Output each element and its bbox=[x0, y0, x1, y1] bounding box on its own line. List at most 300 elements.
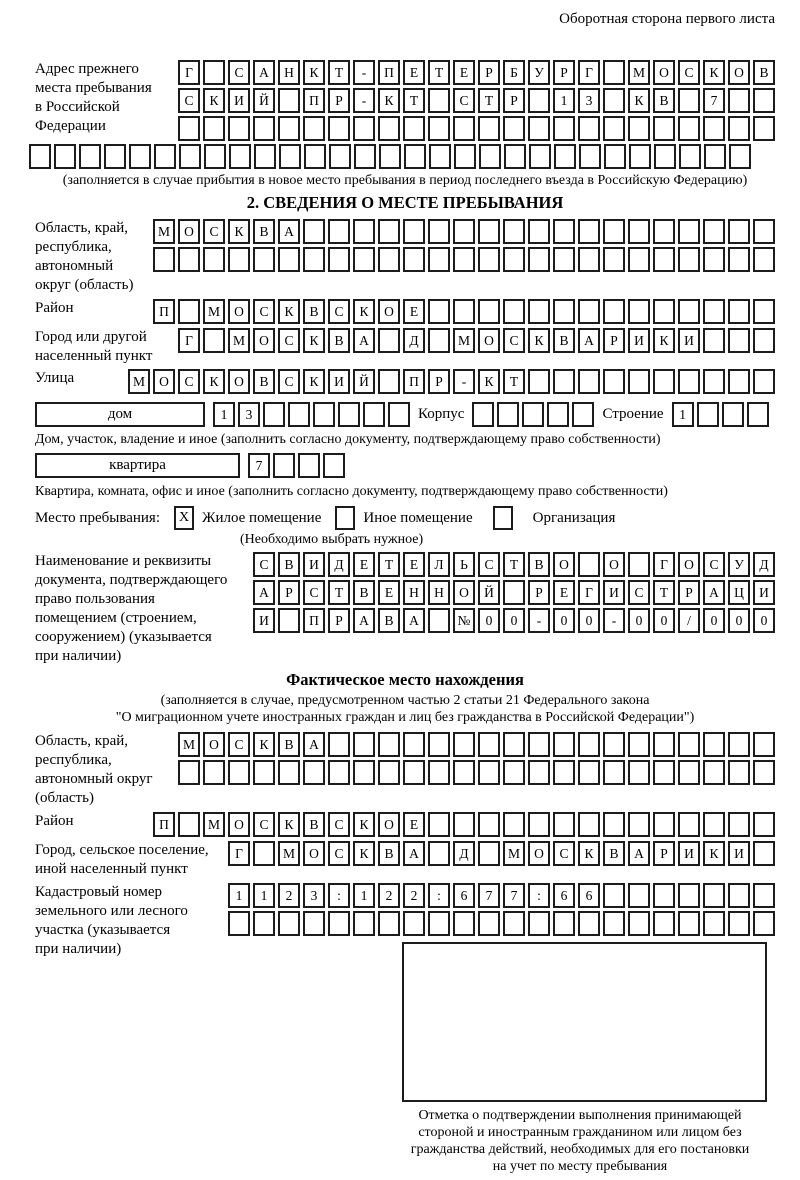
char-box: С bbox=[178, 88, 200, 113]
fact-district-row bbox=[153, 812, 775, 837]
char-box: В bbox=[378, 841, 400, 866]
char-box bbox=[703, 732, 725, 757]
char-box: К bbox=[228, 219, 250, 244]
char-box: Т bbox=[378, 552, 400, 577]
char-box bbox=[528, 219, 550, 244]
label-line: автономный bbox=[35, 258, 114, 274]
char-box: 6 bbox=[453, 883, 475, 908]
char-box bbox=[529, 144, 551, 169]
char-box bbox=[353, 760, 375, 785]
char-box: А bbox=[278, 219, 300, 244]
char-box bbox=[753, 247, 775, 272]
char-box: О bbox=[553, 552, 575, 577]
checkbox-residential-label: Жилое помещение bbox=[202, 509, 322, 526]
char-box: С bbox=[278, 369, 300, 394]
char-box: - bbox=[353, 60, 375, 85]
checkbox-residential: X bbox=[174, 506, 194, 530]
label-line: населенный пункт bbox=[35, 348, 153, 364]
char-box bbox=[678, 812, 700, 837]
cadastral-cells bbox=[228, 883, 775, 936]
char-box bbox=[129, 144, 151, 169]
label-line: участка (указывается bbox=[35, 922, 171, 938]
char-box bbox=[278, 247, 300, 272]
char-box: П bbox=[403, 369, 425, 394]
char-box bbox=[178, 760, 200, 785]
char-box bbox=[528, 116, 550, 141]
char-box bbox=[178, 299, 200, 324]
char-box: О bbox=[303, 841, 325, 866]
char-box: 0 bbox=[553, 608, 575, 633]
char-box: Д bbox=[753, 552, 775, 577]
char-box bbox=[428, 88, 450, 113]
char-box: О bbox=[478, 328, 500, 353]
char-box: М bbox=[128, 369, 150, 394]
char-box: С bbox=[678, 60, 700, 85]
char-box bbox=[478, 760, 500, 785]
char-box: К bbox=[578, 841, 600, 866]
stay-type-note: (Необходимо выбрать нужное) bbox=[240, 532, 424, 547]
caption-line: стороной и иностранным гражданином или лицом без bbox=[418, 1125, 742, 1140]
checkbox-other-premises bbox=[335, 506, 355, 530]
char-box: И bbox=[753, 580, 775, 605]
char-box: П bbox=[153, 299, 175, 324]
char-box bbox=[578, 911, 600, 936]
char-box: К bbox=[703, 60, 725, 85]
field-fact-city bbox=[35, 841, 775, 879]
char-box: С bbox=[503, 328, 525, 353]
char-box: О bbox=[228, 812, 250, 837]
street-row bbox=[128, 369, 775, 394]
char-box: Т bbox=[403, 88, 425, 113]
char-box bbox=[503, 247, 525, 272]
char-box bbox=[603, 760, 625, 785]
fact-region-cells bbox=[178, 732, 775, 785]
char-box: / bbox=[678, 608, 700, 633]
char-box bbox=[703, 911, 725, 936]
char-box: 1 bbox=[353, 883, 375, 908]
field-apartment bbox=[35, 453, 775, 478]
char-box bbox=[278, 608, 300, 633]
char-box: Ц bbox=[728, 580, 750, 605]
char-box bbox=[553, 812, 575, 837]
prev-address-row-3 bbox=[178, 116, 775, 141]
char-box: М bbox=[203, 299, 225, 324]
char-box: А bbox=[403, 841, 425, 866]
char-box bbox=[678, 116, 700, 141]
caption-line: на учет по месту пребывания bbox=[492, 1159, 668, 1174]
char-box bbox=[753, 328, 775, 353]
char-box: Т bbox=[328, 60, 350, 85]
char-box bbox=[603, 911, 625, 936]
char-box bbox=[228, 760, 250, 785]
char-box: 1 bbox=[228, 883, 250, 908]
char-box: 1 bbox=[553, 88, 575, 113]
char-box bbox=[678, 88, 700, 113]
char-box bbox=[722, 402, 744, 427]
char-box: Р bbox=[603, 328, 625, 353]
char-box: Т bbox=[478, 88, 500, 113]
char-box: Н bbox=[428, 580, 450, 605]
char-box bbox=[753, 841, 775, 866]
field-fact-region bbox=[35, 732, 775, 808]
char-box bbox=[428, 732, 450, 757]
char-box bbox=[428, 116, 450, 141]
char-box bbox=[404, 144, 426, 169]
char-box bbox=[728, 116, 750, 141]
char-box: О bbox=[178, 219, 200, 244]
char-box bbox=[578, 219, 600, 244]
char-box bbox=[603, 883, 625, 908]
document-row-3 bbox=[253, 608, 775, 633]
field-prev-address bbox=[35, 60, 775, 141]
document-label bbox=[35, 552, 227, 666]
char-box: С bbox=[303, 580, 325, 605]
char-box: М bbox=[228, 328, 250, 353]
checkbox-organization-label: Организация bbox=[532, 509, 616, 526]
fact-city-row bbox=[228, 841, 775, 866]
char-box: И bbox=[228, 88, 250, 113]
char-box: В bbox=[603, 841, 625, 866]
char-box bbox=[478, 911, 500, 936]
prev-address-note: (заполняется в случае прибытия в новое место пребывания в период последнего въезда в Российскую Федерацию) bbox=[62, 173, 748, 188]
char-box bbox=[628, 552, 650, 577]
field-region bbox=[35, 219, 775, 295]
stroenie-cells bbox=[672, 402, 769, 427]
char-box bbox=[453, 116, 475, 141]
char-box bbox=[728, 299, 750, 324]
char-box bbox=[338, 402, 360, 427]
prev-address-row-1 bbox=[178, 60, 775, 85]
char-box bbox=[428, 760, 450, 785]
cadastral-row-1 bbox=[228, 883, 775, 908]
char-box bbox=[753, 299, 775, 324]
char-box bbox=[353, 911, 375, 936]
char-box: В bbox=[303, 812, 325, 837]
char-box: И bbox=[628, 328, 650, 353]
char-box bbox=[728, 247, 750, 272]
char-box bbox=[228, 247, 250, 272]
char-box: А bbox=[703, 580, 725, 605]
char-box bbox=[263, 402, 285, 427]
stay-type-label: Место пребывания: bbox=[35, 509, 160, 526]
char-box bbox=[354, 144, 376, 169]
char-box: В bbox=[303, 299, 325, 324]
char-box bbox=[253, 911, 275, 936]
checkbox-other-premises-label: Иное помещение bbox=[363, 509, 473, 526]
char-box bbox=[678, 219, 700, 244]
page-side-note: Оборотная сторона первого листа bbox=[559, 11, 775, 27]
char-box: : bbox=[528, 883, 550, 908]
char-box: К bbox=[628, 88, 650, 113]
char-box bbox=[353, 732, 375, 757]
char-box bbox=[553, 219, 575, 244]
char-box: К bbox=[303, 60, 325, 85]
char-box bbox=[278, 88, 300, 113]
char-box bbox=[654, 144, 676, 169]
char-box bbox=[578, 760, 600, 785]
char-box: А bbox=[303, 732, 325, 757]
char-box bbox=[728, 883, 750, 908]
char-box bbox=[747, 402, 769, 427]
char-box bbox=[79, 144, 101, 169]
apartment-box: квартира bbox=[35, 453, 240, 478]
fact-city-label bbox=[35, 841, 209, 879]
char-box: К bbox=[203, 369, 225, 394]
char-box: Р bbox=[328, 88, 350, 113]
char-box bbox=[273, 453, 295, 478]
char-box bbox=[204, 144, 226, 169]
document-cells bbox=[253, 552, 775, 633]
char-box: Е bbox=[353, 552, 375, 577]
char-box: В bbox=[278, 552, 300, 577]
fact-location-title: Фактическое место нахождения bbox=[286, 670, 524, 689]
field-document bbox=[35, 552, 775, 666]
char-box: 0 bbox=[728, 608, 750, 633]
char-box bbox=[528, 299, 550, 324]
char-box bbox=[453, 911, 475, 936]
char-box: В bbox=[278, 732, 300, 757]
char-box: О bbox=[378, 299, 400, 324]
char-box bbox=[379, 144, 401, 169]
char-box: П bbox=[153, 812, 175, 837]
char-box bbox=[154, 144, 176, 169]
char-box bbox=[653, 911, 675, 936]
char-box: Е bbox=[403, 299, 425, 324]
label-line: при наличии) bbox=[35, 941, 122, 957]
char-box: И bbox=[303, 552, 325, 577]
char-box bbox=[703, 116, 725, 141]
char-box: С bbox=[253, 812, 275, 837]
char-box bbox=[253, 247, 275, 272]
char-box bbox=[288, 402, 310, 427]
char-box: Р bbox=[428, 369, 450, 394]
char-box: С bbox=[253, 552, 275, 577]
char-box: К bbox=[353, 812, 375, 837]
fact-region-row-1 bbox=[178, 732, 775, 757]
char-box bbox=[303, 760, 325, 785]
label-line: при наличии) bbox=[35, 648, 122, 664]
char-box: В bbox=[328, 328, 350, 353]
char-box: У bbox=[728, 552, 750, 577]
region-row-1 bbox=[153, 219, 775, 244]
char-box bbox=[298, 453, 320, 478]
char-box bbox=[697, 402, 719, 427]
char-box bbox=[628, 369, 650, 394]
char-box bbox=[753, 732, 775, 757]
district-row bbox=[153, 299, 775, 324]
char-box: К bbox=[253, 732, 275, 757]
char-box bbox=[229, 144, 251, 169]
char-box: Н bbox=[278, 60, 300, 85]
char-box: О bbox=[228, 369, 250, 394]
prev-address-label bbox=[35, 60, 152, 136]
char-box bbox=[328, 116, 350, 141]
char-box: О bbox=[653, 60, 675, 85]
char-box bbox=[253, 760, 275, 785]
char-box bbox=[254, 144, 276, 169]
char-box: 1 bbox=[213, 402, 235, 427]
char-box bbox=[628, 247, 650, 272]
char-box bbox=[603, 369, 625, 394]
char-box: Г bbox=[578, 60, 600, 85]
char-box bbox=[653, 760, 675, 785]
char-box bbox=[478, 299, 500, 324]
field-cadastral bbox=[35, 883, 775, 957]
char-box: Г bbox=[178, 60, 200, 85]
char-box bbox=[203, 116, 225, 141]
char-box bbox=[753, 883, 775, 908]
char-box bbox=[578, 247, 600, 272]
char-box: А bbox=[403, 608, 425, 633]
char-box bbox=[378, 328, 400, 353]
char-box: А bbox=[253, 60, 275, 85]
char-box bbox=[203, 247, 225, 272]
char-box: М bbox=[203, 812, 225, 837]
char-box bbox=[453, 219, 475, 244]
char-box bbox=[728, 88, 750, 113]
label-line: республика, bbox=[35, 752, 112, 768]
char-box: Д bbox=[328, 552, 350, 577]
city-row bbox=[178, 328, 775, 353]
char-box: О bbox=[453, 580, 475, 605]
char-box: С bbox=[253, 299, 275, 324]
char-box bbox=[429, 144, 451, 169]
char-box: Д bbox=[453, 841, 475, 866]
char-box: - bbox=[603, 608, 625, 633]
char-box bbox=[228, 911, 250, 936]
char-box bbox=[653, 247, 675, 272]
char-box bbox=[578, 299, 600, 324]
char-box bbox=[703, 760, 725, 785]
char-box bbox=[528, 88, 550, 113]
char-box bbox=[578, 369, 600, 394]
char-box: М bbox=[278, 841, 300, 866]
char-box bbox=[678, 883, 700, 908]
char-box: О bbox=[528, 841, 550, 866]
char-box: Р bbox=[478, 60, 500, 85]
stamp-caption bbox=[385, 1107, 775, 1175]
char-box bbox=[453, 299, 475, 324]
char-box: Р bbox=[278, 580, 300, 605]
char-box bbox=[428, 608, 450, 633]
char-box: Е bbox=[378, 580, 400, 605]
char-box: Г bbox=[228, 841, 250, 866]
char-box bbox=[363, 402, 385, 427]
char-box bbox=[728, 328, 750, 353]
char-box bbox=[453, 760, 475, 785]
char-box bbox=[653, 299, 675, 324]
char-box: 3 bbox=[303, 883, 325, 908]
char-box: Б bbox=[503, 60, 525, 85]
char-box: А bbox=[353, 608, 375, 633]
char-box: К bbox=[478, 369, 500, 394]
char-box bbox=[578, 552, 600, 577]
char-box: В bbox=[528, 552, 550, 577]
char-box: 2 bbox=[378, 883, 400, 908]
street-label: Улица bbox=[35, 370, 75, 386]
char-box bbox=[472, 402, 494, 427]
char-box: 7 bbox=[248, 453, 270, 478]
fact-region-row-2 bbox=[178, 760, 775, 785]
char-box bbox=[378, 760, 400, 785]
cadastral-row-2 bbox=[228, 911, 775, 936]
char-box bbox=[703, 219, 725, 244]
char-box bbox=[303, 116, 325, 141]
label-line: республика, bbox=[35, 239, 112, 255]
char-box: Е bbox=[453, 60, 475, 85]
char-box bbox=[678, 299, 700, 324]
char-box: О bbox=[203, 732, 225, 757]
char-box bbox=[554, 144, 576, 169]
char-box bbox=[478, 841, 500, 866]
char-box bbox=[478, 219, 500, 244]
char-box bbox=[503, 760, 525, 785]
char-box bbox=[304, 144, 326, 169]
char-box: Е bbox=[403, 552, 425, 577]
char-box bbox=[728, 911, 750, 936]
char-box: Ь bbox=[453, 552, 475, 577]
char-box bbox=[388, 402, 410, 427]
fact-location-note-1: (заполняется в случае, предусмотренном частью 2 статьи 21 Федерального закона bbox=[160, 693, 650, 708]
char-box: Т bbox=[653, 580, 675, 605]
fact-region-label bbox=[35, 732, 153, 808]
char-box: К bbox=[353, 299, 375, 324]
char-box: К bbox=[653, 328, 675, 353]
char-box bbox=[503, 812, 525, 837]
char-box: Р bbox=[678, 580, 700, 605]
char-box bbox=[323, 453, 345, 478]
prev-address-row-2 bbox=[178, 88, 775, 113]
char-box bbox=[553, 299, 575, 324]
char-box: В bbox=[253, 219, 275, 244]
char-box bbox=[454, 144, 476, 169]
field-district bbox=[35, 299, 775, 324]
char-box bbox=[428, 247, 450, 272]
char-box: М bbox=[453, 328, 475, 353]
char-box bbox=[703, 883, 725, 908]
char-box bbox=[578, 116, 600, 141]
char-box bbox=[653, 116, 675, 141]
registration-stamp-box bbox=[402, 942, 767, 1102]
char-box: С bbox=[628, 580, 650, 605]
label-line: иной населенный пункт bbox=[35, 861, 188, 877]
char-box bbox=[203, 60, 225, 85]
char-box bbox=[528, 760, 550, 785]
char-box bbox=[253, 841, 275, 866]
char-box bbox=[704, 144, 726, 169]
char-box: А bbox=[353, 328, 375, 353]
char-box: 7 bbox=[478, 883, 500, 908]
char-box bbox=[678, 760, 700, 785]
char-box bbox=[479, 144, 501, 169]
char-box bbox=[703, 369, 725, 394]
char-box: С bbox=[228, 60, 250, 85]
house-box: дом bbox=[35, 402, 205, 427]
char-box bbox=[378, 219, 400, 244]
char-box bbox=[329, 144, 351, 169]
label-line: в Российской bbox=[35, 99, 120, 115]
char-box: Г bbox=[653, 552, 675, 577]
char-box bbox=[553, 732, 575, 757]
label-line: помещением (строением, bbox=[35, 610, 197, 626]
char-box: 0 bbox=[628, 608, 650, 633]
char-box: Р bbox=[328, 608, 350, 633]
caption-line: Отметка о подтверждении выполнения принимающей bbox=[418, 1108, 742, 1123]
char-box bbox=[628, 732, 650, 757]
char-box bbox=[428, 219, 450, 244]
char-box bbox=[478, 812, 500, 837]
char-box bbox=[378, 911, 400, 936]
